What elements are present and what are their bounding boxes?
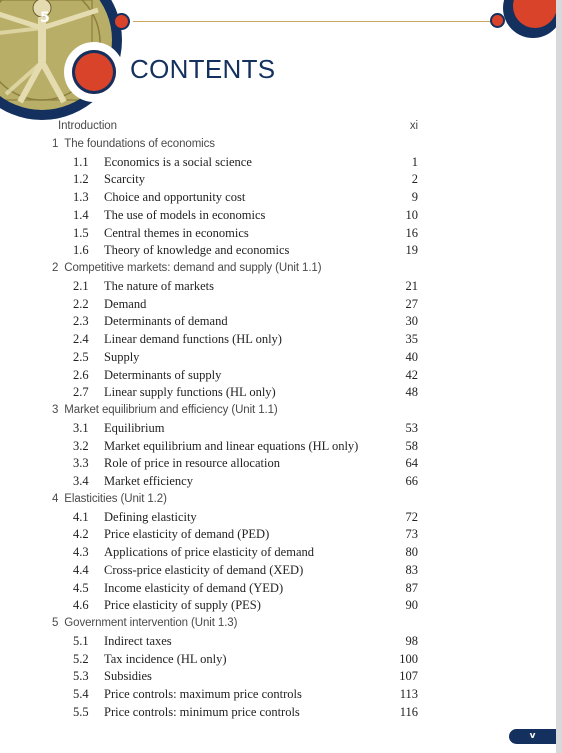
toc-section-entry[interactable] bbox=[52, 526, 418, 544]
toc-part-entry[interactable] bbox=[52, 491, 418, 509]
toc-entry-label: The nature of markets bbox=[104, 278, 215, 293]
toc-entry-label: Cross-price elasticity of demand (XED) bbox=[104, 562, 304, 577]
toc-entry-label: Equilibrium bbox=[104, 420, 165, 435]
toc-entry-number: 1.6 bbox=[73, 243, 89, 258]
toc-section-entry[interactable] bbox=[52, 668, 418, 686]
toc-section-entry[interactable] bbox=[52, 242, 418, 260]
toc-entry-number: 3 bbox=[52, 404, 59, 416]
toc-entry-label: Economics is a social science bbox=[104, 154, 252, 169]
toc-entry-label: Competitive markets: demand and supply (Unit 1.1) bbox=[64, 262, 322, 274]
toc-entry-label: Market equilibrium and linear equations (HL only) bbox=[104, 438, 359, 453]
toc-section-entry[interactable] bbox=[52, 580, 418, 598]
toc-entry-label: Market equilibrium and efficiency (Unit 1.1) bbox=[64, 404, 278, 416]
toc-part-entry[interactable] bbox=[52, 615, 418, 633]
toc-entry-label: Price controls: minimum price controls bbox=[104, 704, 300, 719]
toc-entry-label: Scarcity bbox=[104, 172, 145, 187]
page-title: CONTENTS bbox=[130, 54, 276, 84]
folio-tab bbox=[509, 729, 556, 744]
page-edge bbox=[556, 0, 562, 753]
toc-entry-label: Demand bbox=[104, 296, 147, 311]
toc-section-entry[interactable] bbox=[52, 349, 418, 367]
toc-section-entry[interactable] bbox=[52, 473, 418, 491]
rule-left-dot-icon bbox=[115, 15, 128, 28]
toc-section-entry[interactable] bbox=[52, 704, 418, 722]
toc-section-entry[interactable] bbox=[52, 686, 418, 704]
toc-page-number: 116 bbox=[399, 704, 418, 719]
toc-page-number: 90 bbox=[405, 598, 418, 613]
toc-page-number: 10 bbox=[405, 207, 418, 222]
toc-entry-label: Applications of price elasticity of demand bbox=[104, 545, 315, 559]
toc-page-number: 40 bbox=[405, 349, 418, 364]
toc-page-number: 64 bbox=[405, 456, 418, 471]
toc-entry-label: Role of price in resource allocation bbox=[104, 456, 280, 471]
toc-page-number: 58 bbox=[405, 438, 418, 453]
table-of-contents bbox=[52, 118, 418, 722]
toc-page-number: 19 bbox=[405, 243, 418, 258]
toc-page-number: 27 bbox=[405, 296, 418, 311]
toc-page-number: 72 bbox=[405, 509, 418, 524]
toc-section-entry[interactable] bbox=[52, 296, 418, 314]
toc-part-entry[interactable] bbox=[52, 136, 418, 154]
toc-entry-number: 5.5 bbox=[73, 704, 89, 719]
toc-part-entry[interactable] bbox=[52, 260, 418, 278]
toc-section-entry[interactable] bbox=[52, 651, 418, 669]
toc-page-number: 98 bbox=[405, 633, 418, 648]
toc-entry-label: Tax incidence (HL only) bbox=[104, 651, 227, 666]
toc-entry-number: 5.3 bbox=[73, 669, 89, 684]
toc-section-entry[interactable] bbox=[52, 384, 418, 402]
toc-section-entry[interactable] bbox=[52, 544, 418, 562]
toc-part-entry[interactable] bbox=[52, 402, 418, 420]
toc-entry-label: Supply bbox=[104, 349, 140, 364]
toc-entry-number: 3.4 bbox=[73, 474, 89, 488]
toc-entry-number: 2.7 bbox=[73, 385, 89, 400]
toc-entry-label: Defining elasticity bbox=[104, 509, 197, 524]
chapter-page-number: 5 bbox=[40, 10, 50, 26]
toc-section-entry[interactable] bbox=[52, 171, 418, 189]
toc-section-entry[interactable] bbox=[52, 367, 418, 385]
toc-entry-number: 3.3 bbox=[73, 456, 89, 471]
toc-entry-label: The use of models in economics bbox=[104, 207, 266, 222]
toc-entry-label: Market efficiency bbox=[104, 474, 193, 488]
toc-entry-number: 2.1 bbox=[73, 278, 89, 293]
toc-entry-label: Price controls: maximum price controls bbox=[104, 687, 302, 701]
toc-entry-number: 2.3 bbox=[73, 314, 89, 329]
toc-entry-number: 4.5 bbox=[73, 580, 89, 595]
toc-entry-number: 1.2 bbox=[73, 172, 89, 187]
toc-entry-label: Theory of knowledge and economics bbox=[104, 243, 290, 258]
toc-entry-label: Price elasticity of demand (PED) bbox=[104, 527, 270, 542]
toc-entry-number: 3.2 bbox=[73, 438, 89, 453]
toc-entry-number: 1.5 bbox=[73, 225, 89, 240]
title-dot-icon bbox=[72, 50, 116, 94]
toc-page-number: 2 bbox=[411, 172, 418, 187]
toc-section-entry[interactable] bbox=[52, 438, 418, 456]
toc-section-entry[interactable] bbox=[52, 331, 418, 349]
toc-page-number: 9 bbox=[411, 190, 418, 204]
toc-section-entry[interactable] bbox=[52, 597, 418, 615]
toc-entry-number: 5.2 bbox=[73, 651, 89, 666]
toc-page-number: 113 bbox=[399, 687, 418, 701]
toc-section-entry[interactable] bbox=[52, 633, 418, 651]
toc-page-number: xi bbox=[409, 120, 418, 132]
toc-entry-number: 4.1 bbox=[73, 509, 89, 524]
toc-page-number: 53 bbox=[405, 420, 418, 435]
toc-section-entry[interactable] bbox=[52, 189, 418, 207]
toc-entry-number: 4.6 bbox=[73, 598, 89, 613]
toc-section-entry[interactable] bbox=[52, 562, 418, 580]
toc-section-entry[interactable] bbox=[52, 455, 418, 473]
toc-entry-number: 1.4 bbox=[73, 207, 89, 222]
toc-entry-label: Government intervention (Unit 1.3) bbox=[64, 617, 238, 629]
toc-entry-label: Indirect taxes bbox=[104, 633, 172, 648]
toc-page-number: 21 bbox=[405, 278, 418, 293]
header-rule bbox=[133, 21, 493, 22]
toc-page-number: 35 bbox=[405, 332, 418, 346]
toc-entry-number: 4.2 bbox=[73, 527, 89, 542]
toc-entry-number: 4 bbox=[52, 492, 59, 505]
toc-entry-label: Determinants of demand bbox=[104, 314, 228, 329]
toc-entry-number: 5.1 bbox=[73, 633, 89, 648]
toc-entry-number: 5 bbox=[52, 617, 59, 629]
toc-page-number: 48 bbox=[405, 385, 418, 400]
rule-right-dot-icon bbox=[492, 15, 503, 26]
toc-entry-number: 2 bbox=[52, 262, 59, 274]
toc-page-number: 66 bbox=[405, 474, 418, 488]
toc-entry-label: Introduction bbox=[58, 120, 117, 132]
toc-page-number: 73 bbox=[405, 527, 418, 542]
toc-section-entry[interactable] bbox=[52, 278, 418, 296]
toc-entry-label: Elasticities (Unit 1.2) bbox=[64, 492, 167, 505]
toc-entry-label: Subsidies bbox=[104, 669, 152, 684]
toc-page-number: 16 bbox=[405, 225, 418, 240]
toc-section-entry[interactable] bbox=[52, 154, 418, 172]
toc-section-entry[interactable] bbox=[52, 509, 418, 527]
toc-entry-number: 2.6 bbox=[73, 367, 89, 382]
toc-entry-label: Income elasticity of demand (YED) bbox=[104, 580, 284, 595]
toc-entry-number: 1 bbox=[52, 137, 59, 150]
toc-entry-label: Central themes in economics bbox=[104, 225, 249, 240]
toc-entry-number: 1.3 bbox=[73, 190, 89, 204]
folio-number: v bbox=[529, 731, 536, 741]
toc-entry-number: 1.1 bbox=[73, 154, 89, 169]
toc-part-entry[interactable] bbox=[52, 118, 418, 136]
toc-page-number: 83 bbox=[405, 562, 418, 577]
toc-entry-number: 4.4 bbox=[73, 562, 89, 577]
toc-entry-label: Determinants of supply bbox=[104, 367, 222, 382]
toc-entry-label: Price elasticity of supply (PES) bbox=[104, 598, 261, 613]
toc-entry-number: 5.4 bbox=[73, 687, 89, 701]
toc-section-entry[interactable] bbox=[52, 225, 418, 243]
toc-entry-label: Choice and opportunity cost bbox=[104, 190, 246, 204]
toc-page-number: 80 bbox=[405, 545, 418, 559]
toc-section-entry[interactable] bbox=[52, 420, 418, 438]
toc-entry-number: 2.4 bbox=[73, 332, 89, 346]
toc-section-entry[interactable] bbox=[52, 313, 418, 331]
toc-page-number: 87 bbox=[405, 580, 418, 595]
toc-entry-number: 2.5 bbox=[73, 349, 89, 364]
toc-page-number: 42 bbox=[405, 367, 418, 382]
toc-section-entry[interactable] bbox=[52, 207, 418, 225]
toc-page-number: 30 bbox=[405, 314, 418, 329]
toc-page-number: 1 bbox=[411, 154, 418, 169]
toc-entry-label: Linear demand functions (HL only) bbox=[104, 332, 282, 346]
toc-entry-number: 3.1 bbox=[73, 420, 89, 435]
toc-entry-label: The foundations of economics bbox=[64, 137, 215, 150]
toc-entry-number: 2.2 bbox=[73, 296, 89, 311]
toc-entry-number: 4.3 bbox=[73, 545, 89, 559]
toc-page-number: 107 bbox=[399, 669, 418, 684]
toc-entry-label: Linear supply functions (HL only) bbox=[104, 385, 276, 400]
toc-page-number: 100 bbox=[399, 651, 418, 666]
